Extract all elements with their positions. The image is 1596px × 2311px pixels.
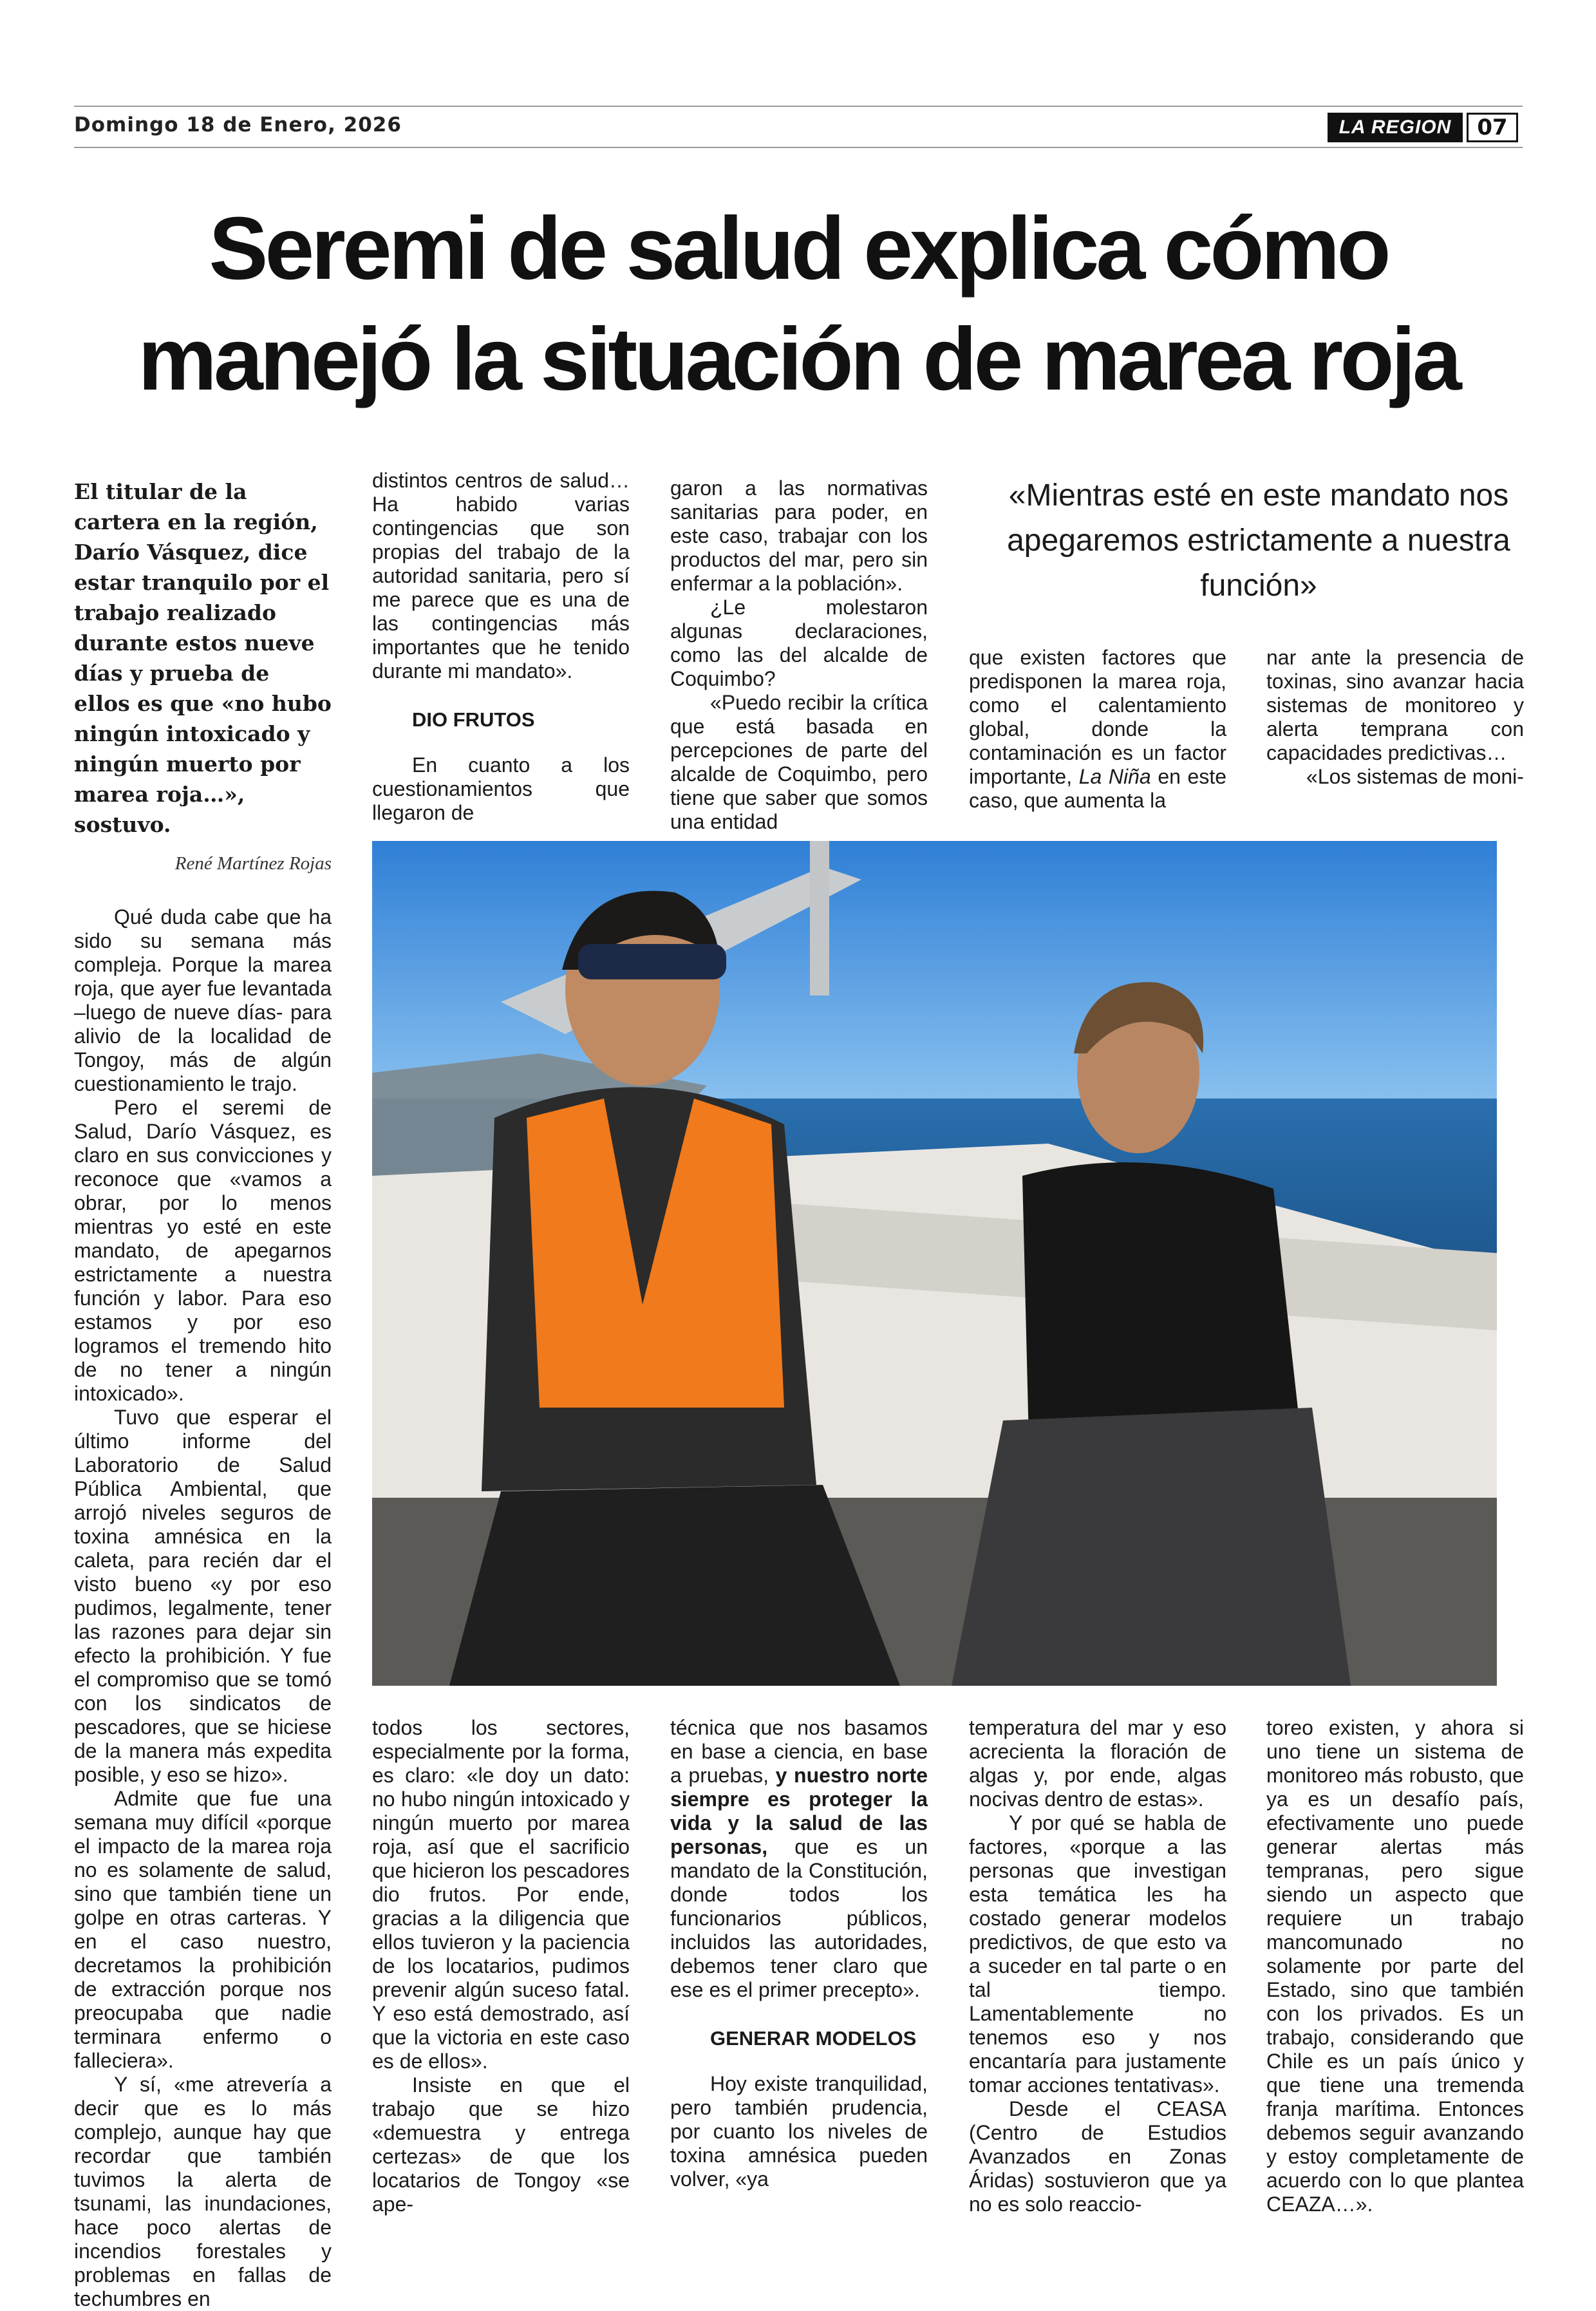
headline-line-1: Seremi de salud explica cómo (209, 199, 1388, 298)
emphasis-bold: y nuestro norte siempre es proteger la vida y la salud de las personas, (670, 1764, 928, 1858)
paragraph: Pero el seremi de Salud, Darío Vásquez, es claro en sus convicciones y reconoce que «vamos a obrar, por lo menos mientras yo esté en este mandato, de apegarnos estrictamente a nuestra función y labor. Para eso estamos y por eso logramos el tremendo hito de no tener a ningún intoxicado». (74, 1096, 332, 1405)
paragraph: Desde el CEASA (Centro de Estudios Avanzados en Zonas Áridas) sostuvieron que ya no es solo reaccio- (969, 2097, 1226, 2216)
sunglasses (578, 944, 726, 979)
paragraph: Y sí, «me atrevería a decir que es lo más complejo, aunque hay que recordar que también tuvimos la alerta de tsunami, las inundaciones, hace poco alertas de incendios forestales y problemas en fallas de techumbres en (74, 2073, 332, 2310)
paragraph: garon a las normativas sanitarias para poder, en este caso, trabajar con los productos del mar, pero sin enfermar a la población». (670, 476, 928, 595)
woman-shirt (1022, 1162, 1299, 1440)
boat-post (810, 841, 829, 995)
headline-line-2: manejó la situación de marea roja (138, 310, 1459, 409)
paragraph: «Puedo recibir la crítica que está basada en percepciones de parte del alcalde de Coquimbo, pero tiene que saber que somos una entidad (670, 691, 928, 833)
subhead-dio-frutos: DIO FRUTOS (412, 708, 535, 731)
masthead-rule (74, 147, 1523, 148)
paragraph: que existen factores que predisponen la marea roja, como el calentamiento global, donde la contaminación es un factor importante, La Niña en este caso, que aumenta la (969, 646, 1226, 812)
bottom-column-5 (1266, 1716, 1524, 2216)
bottom-column-3 (670, 1716, 928, 2191)
top-column-3 (670, 476, 928, 834)
top-rule (74, 106, 1523, 107)
newspaper-logo: LA REGION (1328, 113, 1463, 142)
lead-paragraph: El titular de la cartera en la región, Darío Vásquez, dice estar tranquilo por el trabajo realizado durante estos nueve días y prueba de ellos es que «no hubo ningún intoxicado y ningún muerto por marea roja…», sostuvo. (74, 479, 332, 837)
paragraph: En cuanto a los cuestionamientos que llegaron de (372, 753, 630, 824)
man-trousers (449, 1485, 900, 1686)
paragraph: Qué duda cabe que ha sido su semana más compleja. Porque la marea roja, que ayer fue levantada –luego de nueve días- para alivio de la localidad de Tongoy, más de algún cuestionamiento le trajo. (74, 905, 332, 1095)
paragraph: Tuvo que esperar el último informe del Laboratorio de Salud Pública Ambiental, que arrojó niveles seguros de toxina amnésica en la caleta, para recién dar el visto bueno «y por eso pudimos, legalmente, tener las razones para dejar sin efecto la prohibición. Y fue el compromiso que se tomó con los sindicatos de pescadores, que se hiciese de la manera más expedita posible, y eso se hizo». (74, 1406, 332, 1786)
page-number: 07 (1467, 113, 1518, 142)
paragraph: temperatura del mar y eso acrecienta la floración de algas y, por ende, algas nocivas dentro de estas». (969, 1716, 1226, 1811)
paragraph: distintos centros de salud… Ha habido varias contingencias que son propias del trabajo de la autoridad sanitaria, pero sí me parece que es una de las contingencias más importantes que he tenido durante mi mandato». (372, 469, 630, 683)
la-nina-italic: La Niña (1078, 765, 1151, 788)
article-photo (372, 841, 1497, 1686)
paragraph: nar ante la presencia de toxinas, sino avanzar hacia sistemas de monitoreo y alerta temprana con capacidades predictivas… (1266, 646, 1524, 764)
paragraph-question: ¿Le molestaron algunas declaraciones, como las del alcalde de Coquimbo? (670, 596, 928, 690)
paragraph: Admite que fue una semana muy difícil «porque el impacto de la marea roja no es solamente de salud, sino que también tiene un golpe en otras carteras. Y en el caso nuestro, decretamos la prohibición de extracción porque nos preocupaba que nadie terminara enfermo o falleciera». (74, 1787, 332, 2072)
headline (74, 193, 1523, 415)
paragraph: «Los sistemas de moni- (1306, 765, 1524, 788)
paragraph: toreo existen, y ahora si uno tiene un sistema de monitoreo más robusto, que ya es un desafío país, efectivamente uno puede generar alertas más tempranas, pero sigue siendo un aspecto que requiere un trabajo mancomunado no solamente por parte del Estado, sino que también con los privados. Es un trabajo, considerando que Chile es un país único y que tiene una tremenda franja marítima. Entonces debemos seguir avanzando y estoy completamente de acuerdo con lo que plantea CEAZA…». (1266, 1716, 1524, 2216)
pull-quote: «Mientras esté en este mandato nos apegaremos estrictamente a nuestra función» (1007, 478, 1510, 603)
paragraph: todos los sectores, especialmente por la forma, es claro: «le doy un dato: no hubo ningún intoxicado y ningún muerto por marea roja, así que el sacrificio que hicieron los pescadores dio frutos. Por ende, gracias a la diligencia que ellos tuvieron y la paciencia de los locatarios, pudimos prevenir algún suceso fatal. Y eso está demostrado, así que la victoria en este caso es de ellos». (372, 1716, 630, 2073)
top-column-4 (969, 646, 1226, 813)
body-column-1 (74, 905, 332, 2311)
top-column-2 (372, 469, 630, 825)
paragraph: Insiste en que el trabajo que se hizo «demuestra y entrega certezas» de que los locatarios de Tongoy «se ape- (372, 2073, 630, 2216)
paragraph: técnica que nos basamos en base a ciencia, en base a pruebas, y nuestro norte siempre es proteger la vida y la salud de las personas, que es un mandato de la Constitución, donde todos los funcionarios públicos, incluidos las autoridades, debemos tener claro que ese es el primer precepto». (670, 1716, 928, 2001)
subhead-generar-modelos: GENERAR MODELOS (710, 2027, 917, 2050)
bottom-column-2 (372, 1716, 630, 2216)
paragraph: Y por qué se habla de factores, «porque a las personas que investigan esta temática les ha costado generar modelos predictivos, de que esto va a suceder en tal parte o en tal tiempo. Lamentablemente no tenemos eso y nos encantaría para justamente tomar acciones tentativas». (969, 1811, 1226, 2097)
byline: René Martínez Rojas (174, 853, 332, 874)
boat-scene-illustration (372, 841, 1497, 1686)
top-column-5 (1266, 646, 1524, 789)
paragraph: Hoy existe tranquilidad, pero también prudencia, por cuanto los niveles de toxina amnésica pueden volver, «ya (670, 2072, 928, 2191)
woman-trousers (952, 1408, 1351, 1686)
issue-date: Domingo 18 de Enero, 2026 (74, 113, 402, 137)
bottom-column-4 (969, 1716, 1226, 2216)
